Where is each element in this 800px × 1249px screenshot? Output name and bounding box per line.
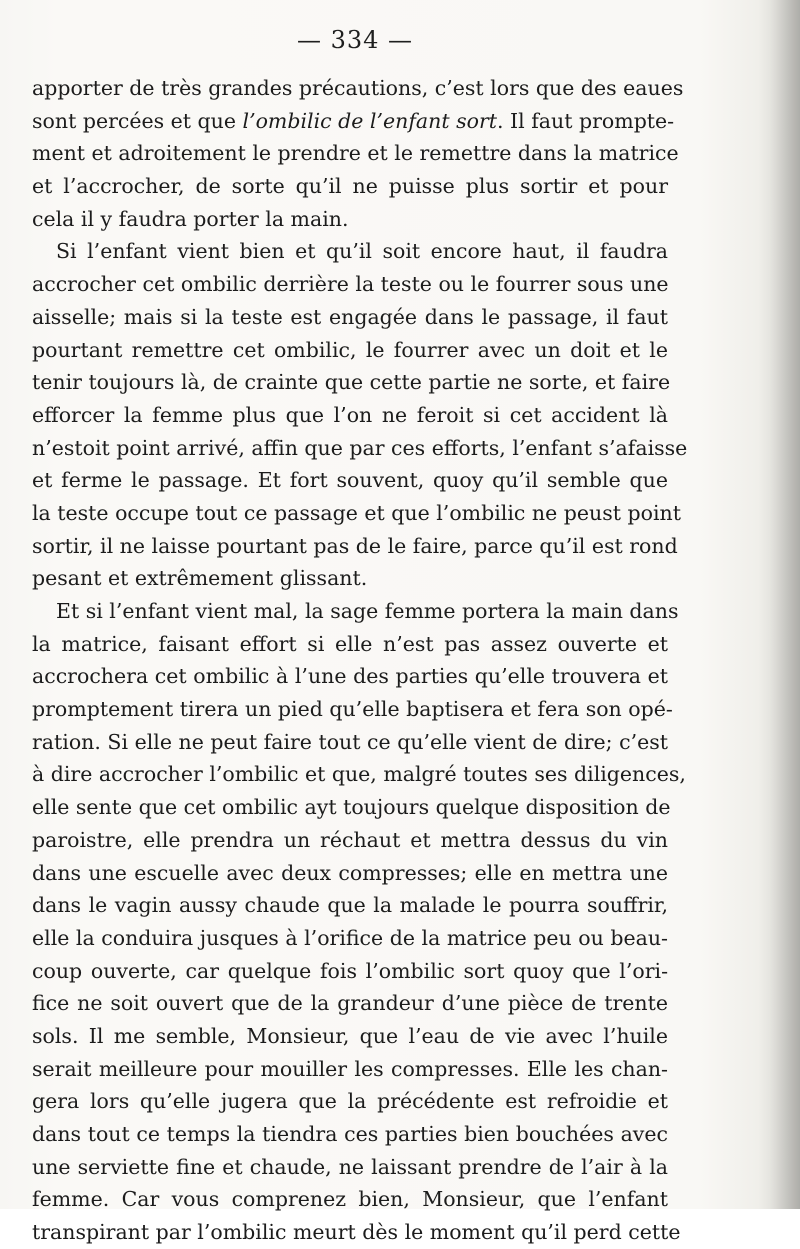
text-line-with-italic bbox=[32, 105, 675, 138]
text-line: et ferme le passage. Et fort souvent, quoy qu’il semble que bbox=[32, 468, 668, 493]
book-spine-shadow bbox=[758, 0, 800, 1209]
text-line: transpirant par l’ombilic meurt dès le moment qu’il perd cette bbox=[32, 1220, 681, 1245]
paragraph-start-line: Et si l’enfant vient mal, la sage femme portera la main dans bbox=[56, 599, 679, 623]
text-line: promptement tirera un pied qu’elle baptisera et fera son opé- bbox=[32, 697, 673, 722]
text-line: paroistre, elle prendra un réchaut et mettra dessus du vin bbox=[32, 827, 668, 852]
text-line: apporter de très grandes précautions, c’est lors que des eaues bbox=[32, 76, 684, 100]
text-line: pourtant remettre cet ombilic, le fourrer avec un doit et le bbox=[32, 337, 668, 362]
text-line: coup ouverte, car quelque fois l’ombilic sort quoy que l’ori- bbox=[32, 958, 668, 983]
text-line: elle la conduira jusques à l’orifice de la matrice peu ou beau- bbox=[32, 925, 668, 950]
text-line: et l’accrocher, de sorte qu’il ne puisse plus sortir et pour bbox=[32, 174, 668, 199]
text-line: efforcer la femme plus que l’on ne feroit si cet accident là bbox=[32, 402, 668, 427]
text-line: la teste occupe tout ce passage et que l’ombilic ne peust point bbox=[32, 500, 681, 525]
text-line: aisselle; mais si la teste est engagée dans le passage, il faut bbox=[32, 304, 668, 329]
text-line: femme. Car vous comprenez bien, Monsieur, que l’enfant bbox=[32, 1187, 668, 1212]
text-line: à dire accrocher l’ombilic et que, malgré toutes ses diligences, bbox=[32, 762, 686, 787]
paragraph-start-line: Si l’enfant vient bien et qu’il soit encore haut, il faudra bbox=[56, 239, 668, 264]
text-line: serait meilleure pour mouiller les compresses. Elle les chan- bbox=[32, 1056, 668, 1081]
italic-phrase: l’ombilic de l’enfant sort bbox=[242, 108, 498, 133]
text-line: tenir toujours là, de crainte que cette partie ne sorte, et faire bbox=[32, 370, 671, 395]
text-line: accrocher cet ombilic derrière la teste ou le fourrer sous une bbox=[32, 272, 669, 297]
text-line: gera lors qu’elle jugera que la précédente est refroidie et bbox=[32, 1089, 668, 1114]
text-line: une serviette fine et chaude, ne laissant prendre de l’air à la bbox=[32, 1154, 668, 1179]
text-line: dans le vagin aussy chaude que la malade le pourra souffrir, bbox=[32, 893, 668, 918]
text-line: cela il y faudra porter la main. bbox=[32, 206, 349, 231]
text-line: ration. Si elle ne peut faire tout ce qu’elle vient de dire; c’est bbox=[32, 729, 668, 754]
text-line: fice ne soit ouvert que de la grandeur d’une pièce de trente bbox=[32, 991, 668, 1016]
text-line: accrochera cet ombilic à l’une des parties qu’elle trouvera et bbox=[32, 664, 668, 689]
text-line: sortir, il ne laisse pourtant pas de le faire, parce qu’il est rond bbox=[32, 533, 678, 558]
text-segment: . Il faut prompte- bbox=[497, 108, 675, 133]
text-line: ment et adroitement le prendre et le remettre dans la matrice bbox=[32, 141, 679, 166]
body-text bbox=[32, 72, 688, 1249]
text-line: elle sente que cet ombilic ayt toujours quelque disposition de bbox=[32, 795, 671, 820]
text-line: pesant et extrêmement glissant. bbox=[32, 566, 368, 591]
text-line: dans tout ce temps la tiendra ces parties bien bouchées avec bbox=[32, 1122, 668, 1146]
text-line: sols. Il me semble, Monsieur, que l’eau de vie avec l’huile bbox=[32, 1023, 668, 1048]
text-line: n’estoit point arrivé, affin que par ces efforts, l’enfant s’afaisse bbox=[32, 435, 688, 460]
text-segment: sont percées et que bbox=[32, 108, 243, 133]
text-line: la matrice, faisant effort si elle n’est pas assez ouverte et bbox=[32, 631, 668, 656]
page-number: — 334 — bbox=[296, 26, 414, 54]
text-line: dans une escuelle avec deux compresses; elle en mettra une bbox=[32, 860, 668, 885]
